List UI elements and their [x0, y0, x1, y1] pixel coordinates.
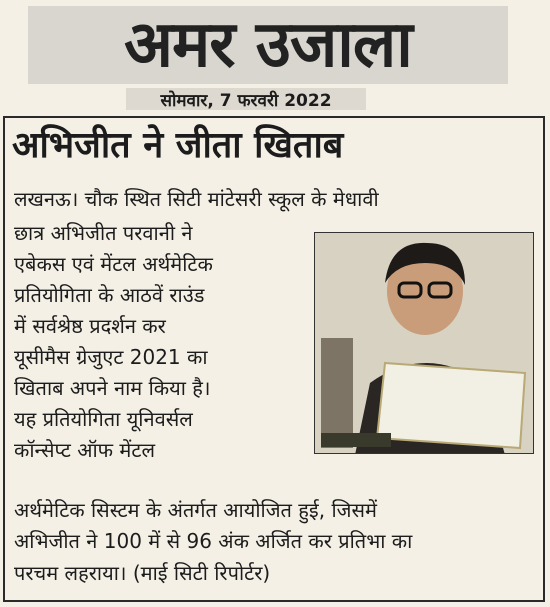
trophy-shape [321, 338, 353, 448]
body-line: लखनऊ। चौक स्थित सिटी मांटेसरी स्कूल के मेधावी [14, 187, 379, 211]
body-line: में सर्वश्रेष्ठ प्रदर्शन कर [14, 314, 166, 338]
body-line: खिताब अपने नाम किया है। [14, 376, 211, 400]
photo-illustration [315, 233, 534, 454]
newspaper-masthead [28, 6, 508, 84]
publication-date: सोमवार, 7 फरवरी 2022 [126, 88, 366, 110]
body-line: प्रतियोगिता के आठवें राउंड [14, 283, 205, 307]
trophy-base [321, 433, 391, 447]
body-line: छात्र अभिजीत परवानी ने [14, 221, 193, 245]
article-headline: अभिजीत ने जीता खिताब [12, 125, 344, 166]
body-line: कॉन्सेप्ट ऑफ मेंटल [14, 438, 156, 462]
newspaper-name: अमर उजाला [124, 8, 412, 82]
body-line: अभिजीत ने 100 में से 96 अंक अर्जित कर प्रतिभा का [14, 529, 413, 553]
student-photo [314, 232, 534, 454]
body-line: अर्थमेटिक सिस्टम के अंतर्गत आयोजित हुई, जिसमें [14, 498, 377, 522]
body-line: परचम लहराया। (माई सिटी रिपोर्टर) [14, 561, 271, 585]
body-line: एबेकस एवं मेंटल अर्थमेटिक [14, 252, 213, 276]
certificate-shape [377, 363, 525, 448]
body-line: यह प्रतियोगिता यूनिवर्सल [14, 407, 193, 431]
body-line: यूसीमैस ग्रेजुएट 2021 का [14, 345, 208, 369]
